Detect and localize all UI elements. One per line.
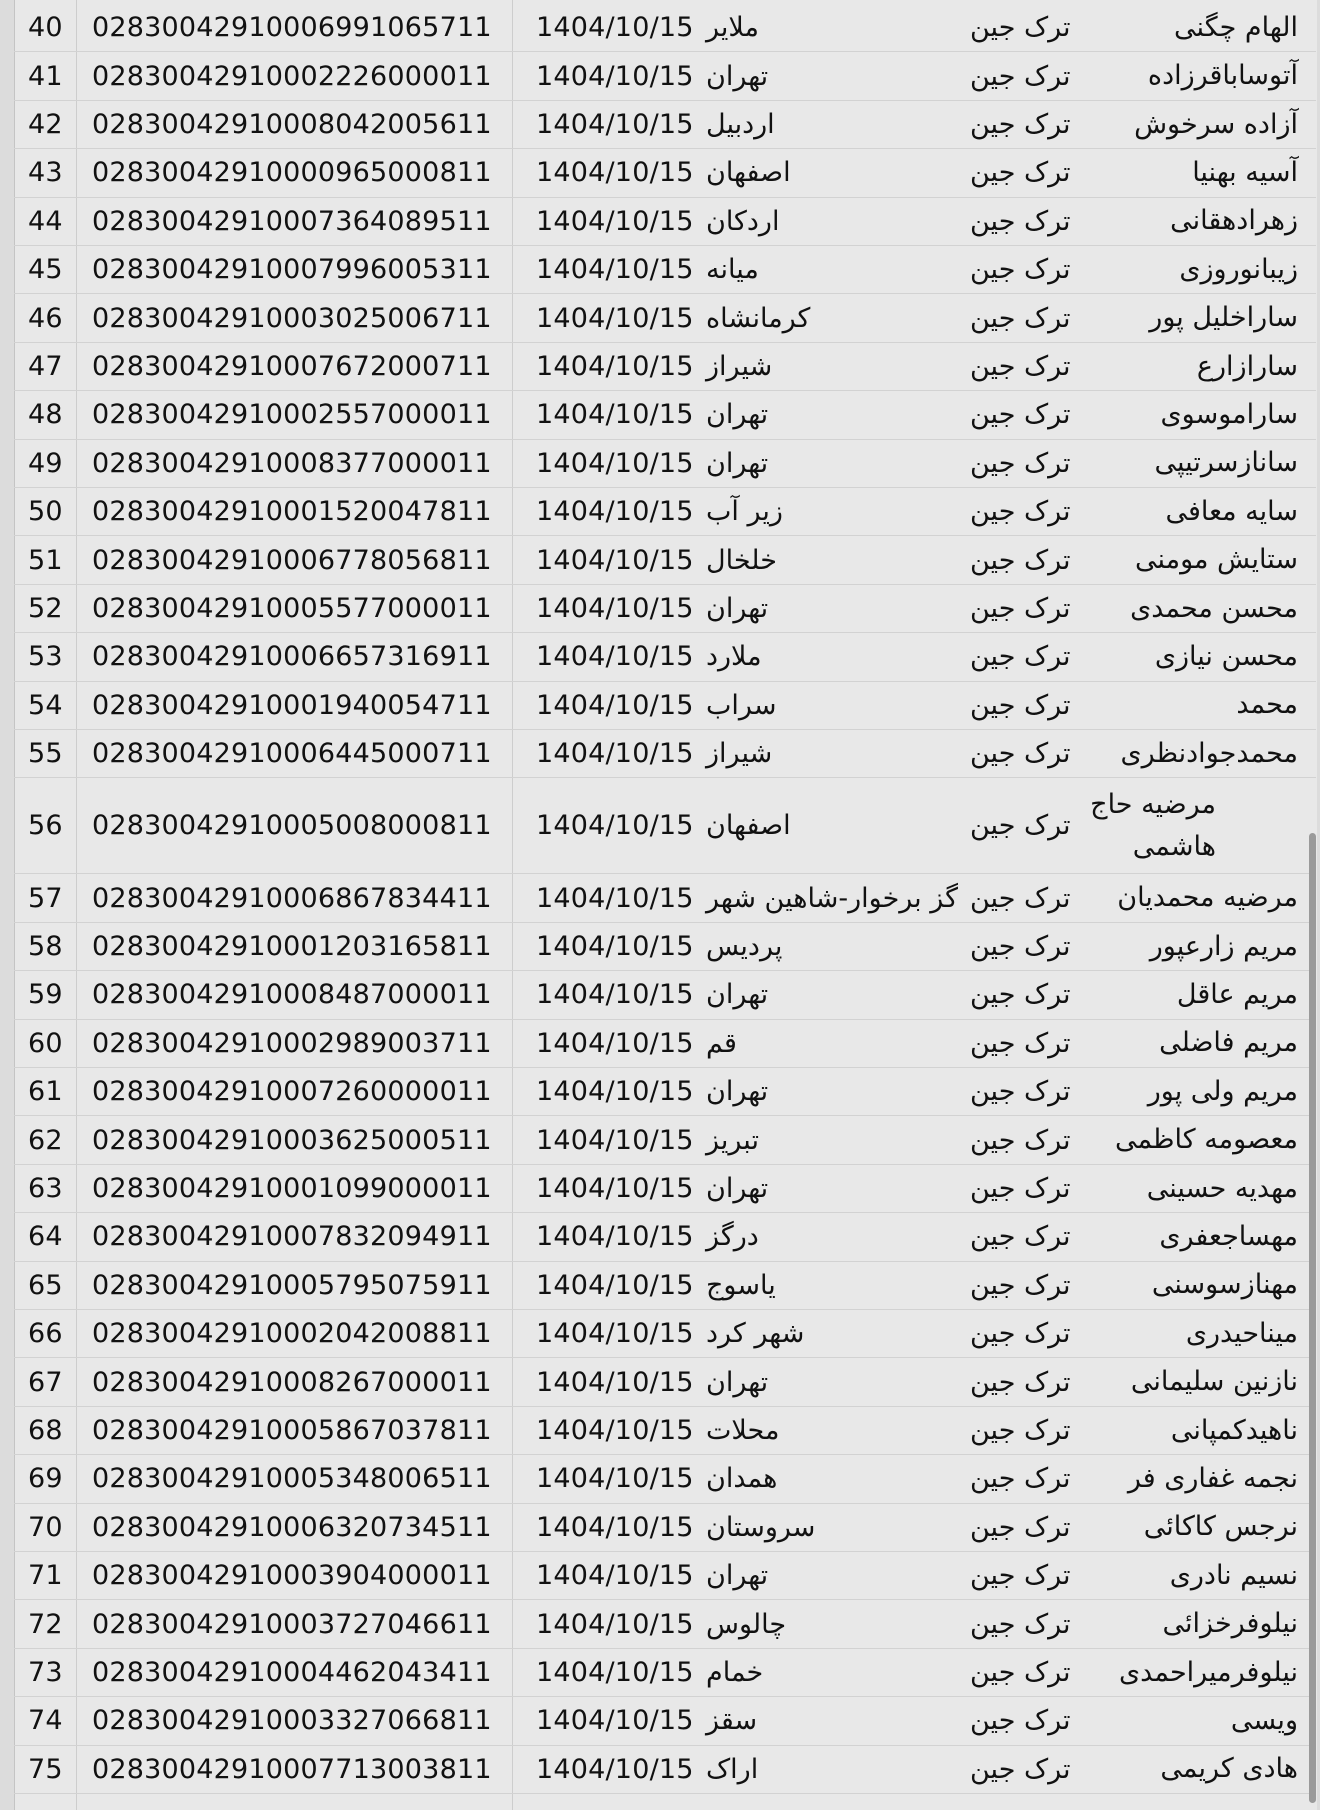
tracking-code: 02830042910001203165811 — [92, 930, 492, 962]
date: 1404/10/15 — [536, 60, 694, 92]
customer-name: ستایش مومنی — [1134, 544, 1298, 576]
row-number: 46 — [28, 302, 63, 334]
table-row — [14, 1552, 1316, 1600]
customer-name: آتوساباقرزاده — [1147, 60, 1298, 92]
customer-name: مهنازسوسنی — [1151, 1269, 1298, 1301]
city: پردیس — [706, 930, 783, 962]
customer-name: محمدجوادنظری — [1120, 737, 1298, 769]
product: ترک جین — [970, 592, 1071, 624]
date: 1404/10/15 — [536, 157, 694, 189]
date: 1404/10/15 — [536, 447, 694, 479]
tracking-code: 02830042910002557000011 — [92, 399, 492, 431]
date: 1404/10/15 — [536, 1366, 694, 1398]
row-number: 62 — [28, 1124, 63, 1156]
table-row — [14, 730, 1316, 778]
row-number: 66 — [28, 1318, 63, 1350]
product: ترک جین — [970, 544, 1071, 576]
table-row — [14, 198, 1316, 246]
row-number: 63 — [28, 1172, 63, 1204]
tracking-code: 02830042910003025006711 — [92, 302, 492, 334]
product: ترک جین — [970, 1511, 1071, 1543]
product: ترک جین — [970, 641, 1071, 673]
customer-name: مهدیه حسینی — [1146, 1172, 1298, 1204]
product: ترک جین — [970, 1753, 1071, 1785]
customer-name: ساراموسوی — [1160, 398, 1298, 430]
date: 1404/10/15 — [536, 302, 694, 334]
tracking-code: 02830042910006445000711 — [92, 738, 492, 770]
city: تهران — [706, 1172, 769, 1204]
tracking-code: 02830042910002989003711 — [92, 1027, 492, 1059]
table-row — [14, 1213, 1316, 1261]
city: سقز — [706, 1705, 758, 1737]
customer-name: زیبانوروزی — [1179, 253, 1298, 285]
row-number: 52 — [28, 592, 63, 624]
row-number: 45 — [28, 254, 63, 286]
city: شیراز — [706, 350, 773, 382]
customer-name: سارازارع — [1196, 350, 1298, 382]
city: سروستان — [706, 1511, 816, 1543]
row-number: 54 — [28, 689, 63, 721]
customer-name: میناحیدری — [1185, 1317, 1298, 1349]
table-row — [14, 874, 1316, 922]
customer-name: مریم ولی پور — [1147, 1075, 1298, 1107]
tracking-code: 02830042910006320734511 — [92, 1511, 492, 1543]
city: تبریز — [706, 1124, 759, 1156]
product: ترک جین — [970, 1463, 1071, 1495]
customer-name: محمد — [1236, 689, 1298, 721]
tracking-code: 02830042910003727046611 — [92, 1608, 492, 1640]
row-number: 65 — [28, 1269, 63, 1301]
date: 1404/10/15 — [536, 930, 694, 962]
table-row — [14, 1116, 1316, 1164]
tracking-code: 02830042910003327066811 — [92, 1705, 492, 1737]
customer-name: معصومه کاظمی — [1114, 1124, 1298, 1156]
product: ترک جین — [970, 979, 1071, 1011]
city: درگز — [706, 1221, 759, 1253]
city: تهران — [706, 979, 769, 1011]
customer-name: مریم زارعپور — [1149, 930, 1298, 962]
table-row — [14, 1262, 1316, 1310]
date: 1404/10/15 — [536, 1221, 694, 1253]
product: ترک جین — [970, 882, 1071, 914]
city: ملایر — [706, 12, 759, 44]
row-number: 43 — [28, 157, 63, 189]
tracking-code: 02830042910004462043411 — [92, 1656, 492, 1688]
row-number: 69 — [28, 1463, 63, 1495]
product: ترک جین — [970, 1414, 1071, 1446]
city: شهر کرد — [706, 1318, 805, 1350]
product: ترک جین — [970, 447, 1071, 479]
table-row — [14, 1407, 1316, 1455]
product: ترک جین — [970, 1608, 1071, 1640]
tracking-code: 02830042910005008000811 — [92, 810, 492, 842]
tracking-code: 02830042910001940054711 — [92, 689, 492, 721]
date: 1404/10/15 — [536, 1560, 694, 1592]
table-row — [14, 585, 1316, 633]
date: 1404/10/15 — [536, 108, 694, 140]
customer-name: ناهیدکمپانی — [1170, 1414, 1298, 1446]
row-number: 56 — [28, 810, 63, 842]
product: ترک جین — [970, 810, 1071, 842]
city: خلخال — [706, 544, 777, 576]
product: ترک جین — [970, 1027, 1071, 1059]
tracking-code: 02830042910008377000011 — [92, 447, 492, 479]
row-number: 40 — [28, 12, 63, 44]
city: تهران — [706, 60, 769, 92]
table-row — [14, 4, 1316, 52]
table-row — [14, 971, 1316, 1019]
tracking-code: 02830042910007832094911 — [92, 1221, 492, 1253]
customer-name: آزاده سرخوش — [1134, 108, 1298, 140]
row-number: 60 — [28, 1027, 63, 1059]
table-row — [14, 488, 1316, 536]
table-row — [14, 1697, 1316, 1745]
date: 1404/10/15 — [536, 1705, 694, 1737]
tracking-code: 02830042910003625000511 — [92, 1124, 492, 1156]
city: خمام — [706, 1656, 764, 1688]
city: همدان — [706, 1463, 778, 1495]
date: 1404/10/15 — [536, 1124, 694, 1156]
tracking-code: 02830042910006657316911 — [92, 641, 492, 673]
table-row — [14, 440, 1316, 488]
table-row — [14, 1746, 1316, 1794]
product: ترک جین — [970, 157, 1071, 189]
city: میانه — [706, 254, 759, 286]
customer-name: مهساجعفری — [1159, 1220, 1298, 1252]
table-row — [14, 536, 1316, 584]
city: چالوس — [706, 1608, 787, 1640]
row-number: 70 — [28, 1511, 63, 1543]
customer-name: نیلوفرمیراحمدی — [1119, 1656, 1298, 1688]
date: 1404/10/15 — [536, 592, 694, 624]
date: 1404/10/15 — [536, 979, 694, 1011]
row-number: 50 — [28, 496, 63, 528]
customer-name: مرضیه حاج هاشمی — [1090, 789, 1216, 862]
table-row — [14, 1020, 1316, 1068]
product: ترک جین — [970, 60, 1071, 92]
date: 1404/10/15 — [536, 544, 694, 576]
customer-name: محسن محمدی — [1130, 592, 1298, 624]
city: تهران — [706, 1076, 769, 1108]
tracking-code: 02830042910002042008811 — [92, 1318, 492, 1350]
row-number: 44 — [28, 205, 63, 237]
city: زیر آب — [706, 496, 783, 528]
tracking-code: 02830042910008267000011 — [92, 1366, 492, 1398]
date: 1404/10/15 — [536, 1608, 694, 1640]
table-row — [14, 633, 1316, 681]
row-number: 42 — [28, 108, 63, 140]
city: قم — [706, 1027, 737, 1059]
product: ترک جین — [970, 1076, 1071, 1108]
product: ترک جین — [970, 350, 1071, 382]
tracking-code: 02830042910005577000011 — [92, 592, 492, 624]
row-number: 49 — [28, 447, 63, 479]
customer-name: ساراخلیل پور — [1149, 302, 1298, 334]
row-number: 53 — [28, 641, 63, 673]
tracking-code: 02830042910005795075911 — [92, 1269, 492, 1301]
table-row — [14, 923, 1316, 971]
date: 1404/10/15 — [536, 205, 694, 237]
row-number: 51 — [28, 544, 63, 576]
date: 1404/10/15 — [536, 399, 694, 431]
city: ملارد — [706, 641, 762, 673]
city: تهران — [706, 1560, 769, 1592]
tracking-code: 02830042910006991065711 — [92, 12, 492, 44]
table-row — [14, 1310, 1316, 1358]
table-row — [14, 778, 1316, 874]
customer-name: زهرادهقانی — [1170, 205, 1298, 237]
table-row — [14, 1649, 1316, 1697]
date: 1404/10/15 — [536, 1269, 694, 1301]
city: محلات — [706, 1414, 780, 1446]
table-row — [14, 1504, 1316, 1552]
date: 1404/10/15 — [536, 1656, 694, 1688]
tracking-code: 02830042910001099000011 — [92, 1172, 492, 1204]
date: 1404/10/15 — [536, 1076, 694, 1108]
product: ترک جین — [970, 1560, 1071, 1592]
product: ترک جین — [970, 205, 1071, 237]
row-number: 72 — [28, 1608, 63, 1640]
tracking-code: 02830042910008042005611 — [92, 108, 492, 140]
row-number: 59 — [28, 979, 63, 1011]
product: ترک جین — [970, 302, 1071, 334]
product: ترک جین — [970, 1269, 1071, 1301]
date: 1404/10/15 — [536, 1511, 694, 1543]
date: 1404/10/15 — [536, 641, 694, 673]
table-row — [14, 1600, 1316, 1648]
city: اراک — [706, 1753, 759, 1785]
city: گز برخوار-شاهین شهر — [706, 882, 959, 914]
tracking-code: 02830042910001520047811 — [92, 496, 492, 528]
date: 1404/10/15 — [536, 1027, 694, 1059]
table-row — [14, 682, 1316, 730]
city: تهران — [706, 399, 769, 431]
table-row — [14, 391, 1316, 439]
product: ترک جین — [970, 930, 1071, 962]
date: 1404/10/15 — [536, 1463, 694, 1495]
city: شیراز — [706, 738, 773, 770]
row-number: 48 — [28, 399, 63, 431]
product: ترک جین — [970, 399, 1071, 431]
city: سراب — [706, 689, 777, 721]
row-number: 55 — [28, 738, 63, 770]
product: ترک جین — [970, 12, 1071, 44]
tracking-code: 02830042910005348006511 — [92, 1463, 492, 1495]
row-number: 61 — [28, 1076, 63, 1108]
table-row — [14, 52, 1316, 100]
vertical-scrollbar[interactable] — [1309, 833, 1316, 1803]
city: اردبیل — [706, 108, 775, 140]
table-row — [14, 149, 1316, 197]
city: اصفهان — [706, 157, 791, 189]
tracking-code: 02830042910008487000011 — [92, 979, 492, 1011]
customer-name: نجمه غفاری فر — [1127, 1462, 1298, 1494]
date: 1404/10/15 — [536, 810, 694, 842]
table-row — [14, 294, 1316, 342]
tracking-code: 02830042910007260000011 — [92, 1076, 492, 1108]
row-number: 71 — [28, 1560, 63, 1592]
date: 1404/10/15 — [536, 738, 694, 770]
row-number: 57 — [28, 882, 63, 914]
row-number: 75 — [28, 1753, 63, 1785]
tracking-code: 02830042910002226000011 — [92, 60, 492, 92]
product: ترک جین — [970, 738, 1071, 770]
product: ترک جین — [970, 254, 1071, 286]
date: 1404/10/15 — [536, 350, 694, 382]
customer-name: ویسی — [1230, 1704, 1298, 1736]
product: ترک جین — [970, 1366, 1071, 1398]
customer-name: مریم عاقل — [1176, 978, 1298, 1010]
date: 1404/10/15 — [536, 1414, 694, 1446]
customer-name: مریم فاضلی — [1159, 1027, 1298, 1059]
date: 1404/10/15 — [536, 254, 694, 286]
customer-name: نرجس کاکائی — [1143, 1511, 1298, 1543]
product: ترک جین — [970, 689, 1071, 721]
tracking-code: 02830042910005867037811 — [92, 1414, 492, 1446]
tracking-code: 02830042910007996005311 — [92, 254, 492, 286]
table-row — [14, 1068, 1316, 1116]
city: تهران — [706, 1366, 769, 1398]
product: ترک جین — [970, 1705, 1071, 1737]
tracking-code: 02830042910000965000811 — [92, 157, 492, 189]
table-row — [14, 343, 1316, 391]
customer-name: نازنین سلیمانی — [1130, 1366, 1298, 1398]
product: ترک جین — [970, 1318, 1071, 1350]
customer-name: آسیه بهنیا — [1192, 156, 1298, 188]
date: 1404/10/15 — [536, 1172, 694, 1204]
row-number: 41 — [28, 60, 63, 92]
table-row — [14, 101, 1316, 149]
city: یاسوج — [706, 1269, 776, 1301]
row-number: 74 — [28, 1705, 63, 1737]
row-number: 67 — [28, 1366, 63, 1398]
customer-name: مرضیه محمدیان — [1117, 882, 1298, 914]
tracking-code: 02830042910003904000011 — [92, 1560, 492, 1592]
city: اردکان — [706, 205, 780, 237]
table-row — [14, 1455, 1316, 1503]
table-row — [14, 1165, 1316, 1213]
city: تهران — [706, 447, 769, 479]
city: تهران — [706, 592, 769, 624]
date: 1404/10/15 — [536, 1753, 694, 1785]
product: ترک جین — [970, 1124, 1071, 1156]
row-number: 73 — [28, 1656, 63, 1688]
date: 1404/10/15 — [536, 12, 694, 44]
customer-name: نسیم نادری — [1169, 1559, 1298, 1591]
table-row — [14, 1358, 1316, 1406]
product: ترک جین — [970, 1172, 1071, 1204]
product: ترک جین — [970, 1221, 1071, 1253]
customer-name: هادی کریمی — [1160, 1753, 1298, 1785]
table-row — [14, 246, 1316, 294]
product: ترک جین — [970, 1656, 1071, 1688]
customer-name: محسن نیازی — [1154, 640, 1298, 672]
tracking-code: 02830042910006867834411 — [92, 882, 492, 914]
row-number: 47 — [28, 350, 63, 382]
tracking-code: 02830042910006778056811 — [92, 544, 492, 576]
tracking-code: 02830042910007364089511 — [92, 205, 492, 237]
customer-name: نیلوفرخزائی — [1162, 1608, 1298, 1640]
product: ترک جین — [970, 108, 1071, 140]
city: کرمانشاه — [706, 302, 811, 334]
date: 1404/10/15 — [536, 1318, 694, 1350]
customer-name: سایه معافی — [1165, 495, 1298, 527]
city: اصفهان — [706, 810, 791, 842]
row-number: 58 — [28, 930, 63, 962]
date: 1404/10/15 — [536, 689, 694, 721]
tracking-code: 02830042910007672000711 — [92, 350, 492, 382]
date: 1404/10/15 — [536, 882, 694, 914]
row-number: 68 — [28, 1414, 63, 1446]
customer-name: سانازسرتیپی — [1154, 447, 1298, 479]
row-number: 64 — [28, 1221, 63, 1253]
tracking-code: 02830042910007713003811 — [92, 1753, 492, 1785]
date: 1404/10/15 — [536, 496, 694, 528]
customer-name: الهام چگنی — [1174, 11, 1298, 43]
product: ترک جین — [970, 496, 1071, 528]
